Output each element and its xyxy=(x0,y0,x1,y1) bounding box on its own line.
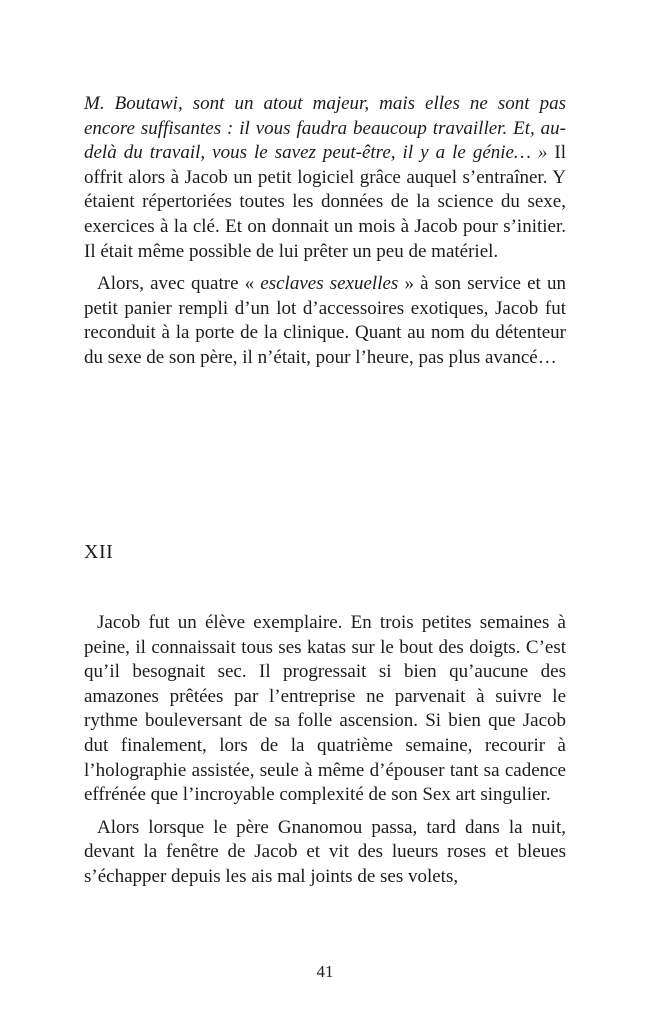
chapter-heading: XII xyxy=(84,541,114,563)
paragraph-jacob-leaves xyxy=(84,272,566,370)
italic-dialogue: M. Boutawi, sont un atout majeur, mais elles ne sont pas encore suffisantes : il vous faudra beaucoup travailler. Et, au-delà du travail, vous le savez peut-être, il y a le génie… » xyxy=(84,93,566,164)
paragraph-training: Jacob fut un élève exemplaire. En trois petites semaines à peine, il connaissait tous ses katas sur le bout des doigts. C’est qu’il besognait sec. Il progressait si bien qu’aucune des amazones prêtées par l’entreprise ne parvenait à suivre le rythme bouleversant de sa folle ascension. Si bien que Jacob dut finalement, lors de la quatrième semaine, recourir à l’holographie assistée, seule à même d’épouser tant sa cadence effrénée que l’incroyable complexité de son Sex art singulier. xyxy=(84,612,566,806)
paragraph-text-start: Alors, avec quatre « xyxy=(97,273,261,295)
paragraph-text: Il offrit alors à Jacob un petit logiciel grâce auquel s’entraîner. Y étaient répertoriées toutes les données de la science du sexe, exercices à la clé. Et on donnait un mois à Jacob pour s’initier. Il était même possible de lui prêter un peu de matériel. xyxy=(84,142,566,262)
page-number: 41 xyxy=(316,962,334,981)
paragraph-dialogue-end xyxy=(84,92,566,264)
italic-phrase: esclaves sexuelles xyxy=(260,273,399,295)
paragraph-father-gnanomou: Alors lorsque le père Gnanomou passa, tard dans la nuit, devant la fenêtre de Jacob et vit des lueurs roses et bleues s’échapper depuis les ais mal joints de ses volets, xyxy=(84,816,566,887)
text-block-bottom xyxy=(84,611,566,890)
paragraph-text-end: » à son service et un petit panier rempli d’un lot d’accessoires exotiques, Jacob fut reconduit à la porte de la clinique. Quant au nom du détenteur du sexe de son père, il n’était, pour l’heure, pas plus avancé… xyxy=(84,273,566,368)
text-block-top xyxy=(84,92,566,371)
